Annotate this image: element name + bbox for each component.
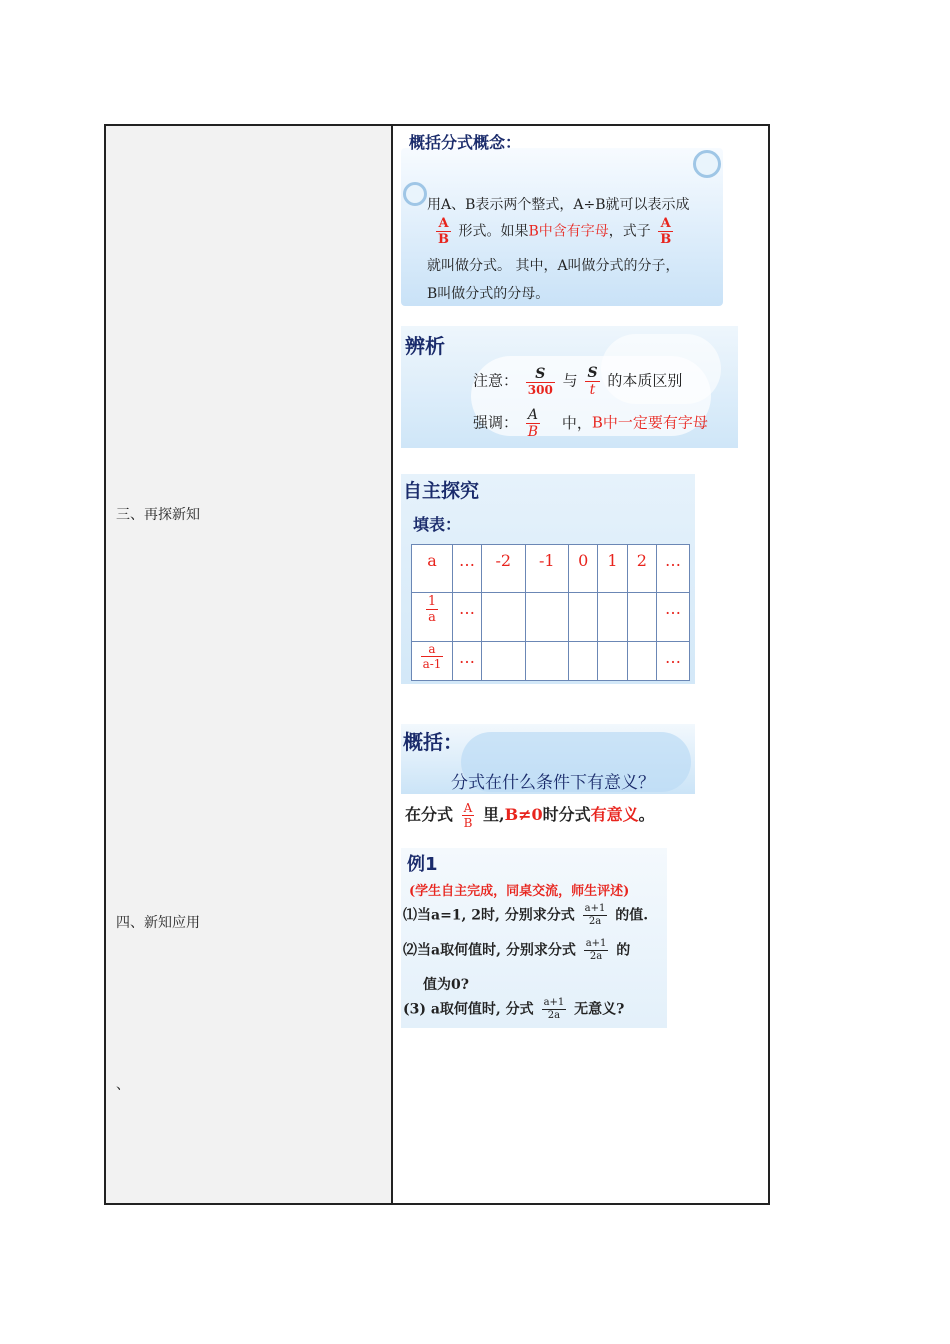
table-cell: … — [657, 593, 690, 641]
lesson-table — [104, 124, 770, 1205]
analysis-slide — [401, 326, 738, 448]
fraction-s-over-t: $\frac{S}{t}$ — [587, 365, 598, 398]
table-cell — [598, 593, 627, 641]
example-slide — [401, 848, 667, 1028]
answer-text: 。 — [638, 805, 655, 824]
table-cell — [525, 641, 569, 680]
fraction-a-plus-1-over-2a: $\frac{a+1}{2a}$ — [585, 938, 607, 962]
concept-line-4: B叫做分式的分母。 — [427, 286, 550, 302]
concept-text: 形式。如果 — [458, 223, 529, 240]
example-question-2 — [403, 939, 630, 962]
table-cell: a — [412, 545, 453, 593]
has-letter-text: 有字母 — [662, 413, 708, 432]
table-cell: … — [453, 593, 482, 641]
fill-table — [411, 544, 690, 681]
table-cell: -1 — [525, 545, 569, 593]
fraction-a-plus-1-over-2a: $\frac{a+1}{2a}$ — [543, 997, 565, 1021]
question-text: 的 — [616, 942, 631, 959]
scroll-curl-right — [693, 150, 721, 178]
summary-title: 概括： — [403, 730, 463, 754]
fraction-a-over-b: $\frac{A}{B}$ — [660, 216, 672, 247]
table-cell — [598, 641, 627, 680]
concept-line-1: 用A、B表示两个整式，A÷B就可以表示成 — [427, 197, 690, 213]
analysis-title: 辨析 — [405, 334, 445, 358]
summary-question: 分式在什么条件下有意义？ — [451, 773, 655, 793]
table-cell: 1 — [598, 545, 627, 593]
table-cell: -2 — [482, 545, 526, 593]
table-cell — [482, 593, 526, 641]
b-part: B中一定要 — [591, 413, 663, 432]
table-cell — [569, 641, 598, 680]
table-row — [412, 545, 690, 593]
table-cell: … — [453, 545, 482, 593]
fraction-a-over-a-minus-1: $\frac{a}{a-1}$ — [422, 641, 442, 671]
fraction-a-plus-1-over-2a: $\frac{a+1}{2a}$ — [584, 903, 606, 927]
question-text: 无意义? — [574, 1001, 625, 1018]
emphasis-label: 强调： — [473, 413, 519, 432]
table-cell: … — [657, 641, 690, 680]
example-question-1 — [403, 904, 648, 927]
summary-answer — [405, 802, 655, 829]
fraction-1-over-a: $\frac{1}{a}$ — [427, 594, 437, 626]
example-hint: (学生自主完成，同桌交流，师生评述) — [409, 884, 630, 899]
scroll-curl-left — [403, 182, 427, 206]
analysis-emphasis — [473, 408, 708, 439]
fill-table-label: 填表： — [413, 515, 462, 534]
stray-mark: 、 — [116, 1077, 130, 1093]
answer-highlight: 有意义 — [590, 805, 639, 824]
and-text: 与 — [562, 371, 578, 390]
fraction-a-over-b: $\frac{A}{B}$ — [438, 216, 449, 247]
question-text: ⑵当a取何值时, 分别求分式 — [403, 942, 576, 959]
analysis-note — [473, 366, 682, 397]
table-cell — [482, 641, 526, 680]
fraction-a-over-b: $\frac{A}{B}$ — [527, 407, 539, 440]
note-label: 注意： — [473, 371, 519, 390]
concept-title: 概括分式概念： — [409, 133, 522, 152]
concept-slide — [401, 126, 723, 306]
concept-line-3: 就叫做分式。 其中，A叫做分式的分子， — [427, 258, 680, 274]
explore-title: 自主探究 — [403, 480, 480, 502]
table-cell — [569, 593, 598, 641]
concept-highlight: B中含有字母 — [528, 223, 609, 240]
table-cell — [627, 593, 656, 641]
example-question-3 — [403, 998, 624, 1021]
answer-text: 时分式 — [542, 805, 591, 824]
table-cell — [525, 593, 569, 641]
table-cell: 2 — [627, 545, 656, 593]
table-cell: 0 — [569, 545, 598, 593]
mid-text: 中， — [561, 413, 592, 432]
answer-condition: B≠0 — [504, 805, 543, 824]
table-cell: … — [657, 545, 690, 593]
example-title: 例1 — [407, 854, 438, 875]
concept-line-2 — [433, 217, 676, 246]
fraction-a-over-b: $\frac{A}{B}$ — [463, 801, 473, 830]
answer-text: 在分式 — [405, 805, 454, 824]
table-row — [412, 641, 690, 680]
answer-text: 里, — [483, 805, 505, 824]
table-cell — [412, 593, 453, 641]
table-cell — [412, 641, 453, 680]
question-text: ⑴当a=1, 2时, 分别求分式 — [403, 907, 575, 924]
left-column — [106, 126, 393, 1203]
right-column — [393, 126, 768, 1203]
concept-text: ，式子 — [608, 223, 651, 240]
table-row — [412, 593, 690, 641]
section-label-3: 三、再探新知 — [116, 507, 200, 523]
fraction-s-over-300: $\frac{S}{300}$ — [527, 366, 553, 397]
section-label-4: 四、新知应用 — [116, 915, 200, 931]
question-text: (3) a取何值时, 分式 — [403, 1001, 534, 1018]
note-end: 的本质区别 — [607, 371, 683, 390]
explore-slide — [401, 474, 695, 684]
table-cell — [627, 641, 656, 680]
example-question-2-cont: 值为0? — [423, 977, 469, 993]
question-text: 的值. — [615, 907, 649, 924]
summary-slide — [401, 724, 695, 794]
table-cell: … — [453, 641, 482, 680]
